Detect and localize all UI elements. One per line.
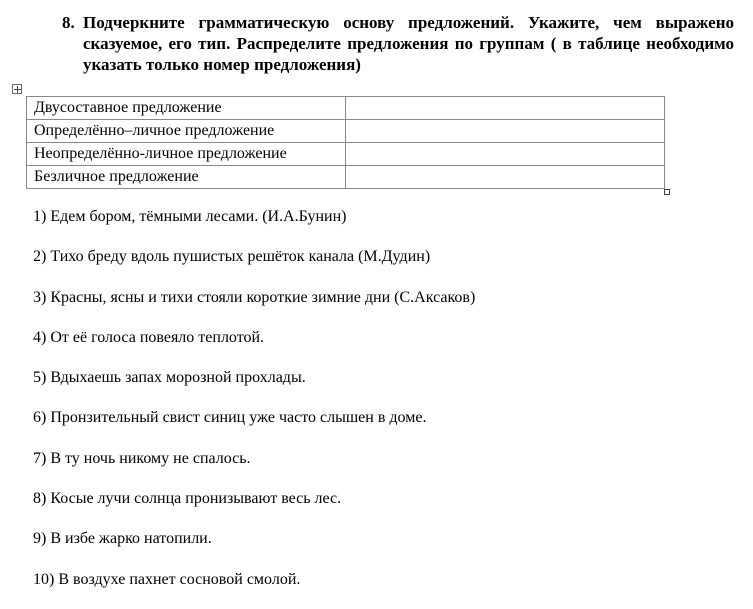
table-row bbox=[27, 166, 665, 189]
table-row-label: Двусоставное предложение bbox=[27, 97, 346, 120]
list-item: 2) Тихо бреду вдоль пушистых решёток канала (М.Дудин) bbox=[33, 248, 431, 266]
list-item: 3) Красны, ясны и тихи стояли короткие зимние дни (С.Аксаков) bbox=[33, 288, 476, 306]
list-item: 1) Едем бором, тёмными лесами. (И.А.Бунин) bbox=[33, 208, 347, 225]
sentence-list bbox=[33, 206, 475, 609]
task-heading bbox=[62, 12, 734, 75]
list-item: 4) От её голоса повеяло теплотой. bbox=[33, 328, 265, 346]
task-instructions: Подчеркните грамматическую основу предложений. Укажите, чем выражено сказуемое, его тип. Распределите предложения по группам ( в таблице необходимо указать только номер предложения) bbox=[83, 13, 734, 74]
sentence-types-table bbox=[26, 96, 665, 189]
table-row bbox=[27, 143, 665, 166]
table-move-handle-icon[interactable] bbox=[12, 84, 22, 94]
table-answer-cell[interactable] bbox=[346, 97, 665, 120]
list-item: 10) В воздухе пахнет сосновой смолой. bbox=[33, 570, 301, 588]
list-item: 5) Вдыхаешь запах морозной прохлады. bbox=[33, 369, 306, 387]
table-row bbox=[27, 120, 665, 143]
table-resize-handle-icon[interactable] bbox=[664, 189, 670, 195]
table-row-label: Определённо–личное предложение bbox=[27, 120, 346, 143]
table-row-label: Неопределённо-личное предложение bbox=[27, 143, 346, 166]
table-row bbox=[27, 97, 665, 120]
list-item: 8) Косые лучи солнца пронизывают весь лес. bbox=[33, 490, 342, 508]
table-answer-cell[interactable] bbox=[346, 120, 665, 143]
table-row-label: Безличное предложение bbox=[27, 166, 346, 189]
list-item: 7) В ту ночь никому не спалось. bbox=[33, 449, 251, 467]
list-item: 9) В избе жарко натопили. bbox=[33, 530, 212, 548]
table-answer-cell[interactable] bbox=[346, 143, 665, 166]
list-item: 6) Пронзительный свист синиц уже часто слышен в доме. bbox=[33, 409, 427, 427]
task-number: 8. bbox=[62, 13, 75, 32]
table-answer-cell[interactable] bbox=[346, 166, 665, 189]
